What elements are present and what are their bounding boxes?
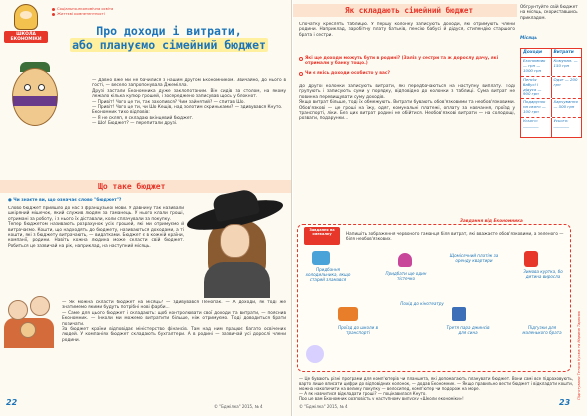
bullet-dot-icon [52,13,55,16]
budget-example-table [520,48,582,138]
question-item: Які ще доходи можуть бути в родині? (Заліз у сестри та ж дорослу дачу, які отримали у банку тощо.) [299,56,515,67]
question-line: ● Чи знаєте ви, що означає слово "бюджет"? [8,198,122,203]
task-item: Третя пара джинсів для сина [446,325,490,336]
task-item: Зимова куртка, бо дитина виросла [523,269,563,280]
intro-text: — Давно вже ми не бачилися з нашим другом Економником. Звичайно, до нього в гості, — весело запропонувала Джемілла. Друзі застали Економника дуже заклопотаним. Він сидів за столом, на якому лежало кілька купюр грошей, і зосереджено записував щось у блокнот. — Привіт! Чого це ти, так захопився? Чим зайнятий? — спитав Шо. — Привіт! Чого це ти, чи Шо Кещів, над золотим скриньками? — здивувався Кнуто. Економник тихо відповів: — Я не скляп, я складаю вкінцевий бюджет. — Шо! Бюджет? — перепитали друзі. [92,78,286,127]
bus-icon [338,307,358,321]
table-row: Усього: ________ Усього: ________ [521,118,581,137]
task-description: Напишіть зображення червоного гаманця біля витрат, які вважаєте обов'язковими, а зеленого — біля необов'язкових. [346,231,564,242]
intro-text: Спочатку креслять таблицю. У першу колонку записують доходи, які отримують члени родини. Наприклад, заробітну плату батьків, пенсію бабусі й дідуся, стипендію старшого брата і сестри. [299,22,515,38]
table-row: Економник — грн — 1000 грн Комунал. — 150 грн [521,58,581,77]
title-line-1: Про доходи і витрати, [96,24,242,38]
historical-portrait-illustration [186,192,286,298]
bullet-dot-icon [52,8,55,11]
task-item: Придбати ще один тістечко [385,271,427,282]
section-heading: Що таке бюджет [98,182,166,191]
page-number: 22 [6,398,18,407]
family-illustration [4,294,56,350]
task-item: Проїзд до школи в транспорті [338,325,378,336]
cookie-icon [312,251,330,265]
body-text-2: — Як можна скласти бюджет на місяць? — здивувався Пенопак. — А доходи, як тоді же знатимемо якими будуть потрібні нові фарби... — Саме для цього бюджет і складають: щоб контролювати свої доходи та витрати, — пояснив Економник. — Інколи ми можемо витратити більше, ніж отримуємо. Тоді доводиться брати позичати. За бюджет країни відповідає міністерство фінансів. Там над ним працює багато освічених людей. У компаніях бюджет складають бухгалтери. А в родині — зазвичай усі дорослі члени родини. [62,300,286,343]
school-of-economics-logo [4,4,48,44]
question-list [299,56,515,76]
task-ribbon: Завдання на смекалку [304,227,340,245]
question-bullet-icon [299,57,303,61]
vertical-credit: Підготували Тетяна Кусюк та Марина Тарасюк [577,310,581,400]
jacket-icon [524,251,538,267]
footer-copyright: © "Бджілка" 2015, № 4 [214,404,263,409]
task-item: Похід до кінотеатру [400,301,444,306]
right-page [293,0,587,416]
footer-copyright: © "Бджілка" 2015, № 4 [299,404,348,409]
topic-tags [52,7,113,17]
task-title: Завдання від Економника [460,218,523,223]
section-band [293,4,517,17]
article-title [58,24,280,52]
logo-text: ШКОЛА ЕКОНОМІКИ [4,31,48,43]
cupcake-icon [398,253,412,267]
sidebar-note: Обгрунтуйте свій бюджет на місяць, скориставшись прикладом. [520,4,578,20]
economist-mascot-icon [14,4,38,30]
title-line-2: або плануємо сімейний бюджет [72,38,266,52]
sidebar-table-heading: Місяць [520,36,537,41]
economist-character-illustration [8,62,62,132]
task-box [297,218,571,372]
left-page [0,0,292,416]
question-item: Чи є якісь доходи особисто у вас? [299,71,515,76]
page-number: 23 [559,398,571,407]
table-row: Пенсія бабусі і дідуся — 900 грн Одяг — 200 грн [521,77,581,99]
table-row: Подарунок на свято — 100 грн Харчування — 500 грн [521,99,581,118]
body-text: До другої колонки записують витрати, які передбачаються на наступну виплату. Тоді групують і записують суми у порядку, відповідно до колонки з таблиці. Сума витрат не повинна перевищувати суму доходів. Якщо витрат більше, тоді їх обмежують. Витрати бувають обов'язковими та необов'язковими. Обов'язкові — це гроші на їжу, одяг, комунальні платежі, оплату за навчання, проїзд у транспорті, ліки. Без цих витрат родині не обійтися. Необов'язкові витрати — на солодощі, розваги, подарунки... [299,84,515,122]
task-item: Придбання холодильника, якщо старий зламався [305,267,351,283]
closing-text: — Це бувають різні програми для комп'ютерів чи планшета, які допомагають планувати бюджет. Вони самі все підраховують, варто лише вписати цифри до відповідних колонок, — додав Економник. — Якщо правильно вести бюджет і відкладати кошти, можна накопичити на велику покупку — велосипед, комп'ютер чи подорож на море. — А як навчитися відкладати гроші? — поцікавилася Кнуто. Про це вам Економник розповість у наступному випуску «Школи економіки»! [299,376,573,400]
section-heading: Як складають сімейний бюджет [345,6,474,15]
topic-tag: Соціально-економічна освіта [52,7,113,12]
task-item: Щомісячний платіж за оренду квартири [449,253,499,264]
baby-icon [306,345,324,363]
body-text-1: Слово бюджет прийшло до нас з французької мови. У давнину так називали шкіряний мішечок, який служив людям за гаманець. У нього клали гроші, отримані за роботу, і з нього їх діставали, коли сплачували за покупку. Тепер бюджетом називають розрахунок усіх грошей, які ми отримуємо й витрачаємо. Кошти, що надходять до бюджету, називаються доходами, а ті кошти, які з бюджету витрачають, — видатками. Бюджет є в кожній країни, компанії, родини. Навіть кожна людина може скласти свій бюджет. Робиться це зазвичай на рік, наприклад, на наступний місяць. [8,206,184,249]
jeans-icon [452,307,466,321]
sidebar-example [520,4,582,214]
task-item: Підгузки для маленького брата [522,325,562,336]
question-bullet-icon [299,72,303,76]
topic-tag: Життєві компетентності [52,12,113,17]
table-header: Доходи Витрати [521,49,581,58]
